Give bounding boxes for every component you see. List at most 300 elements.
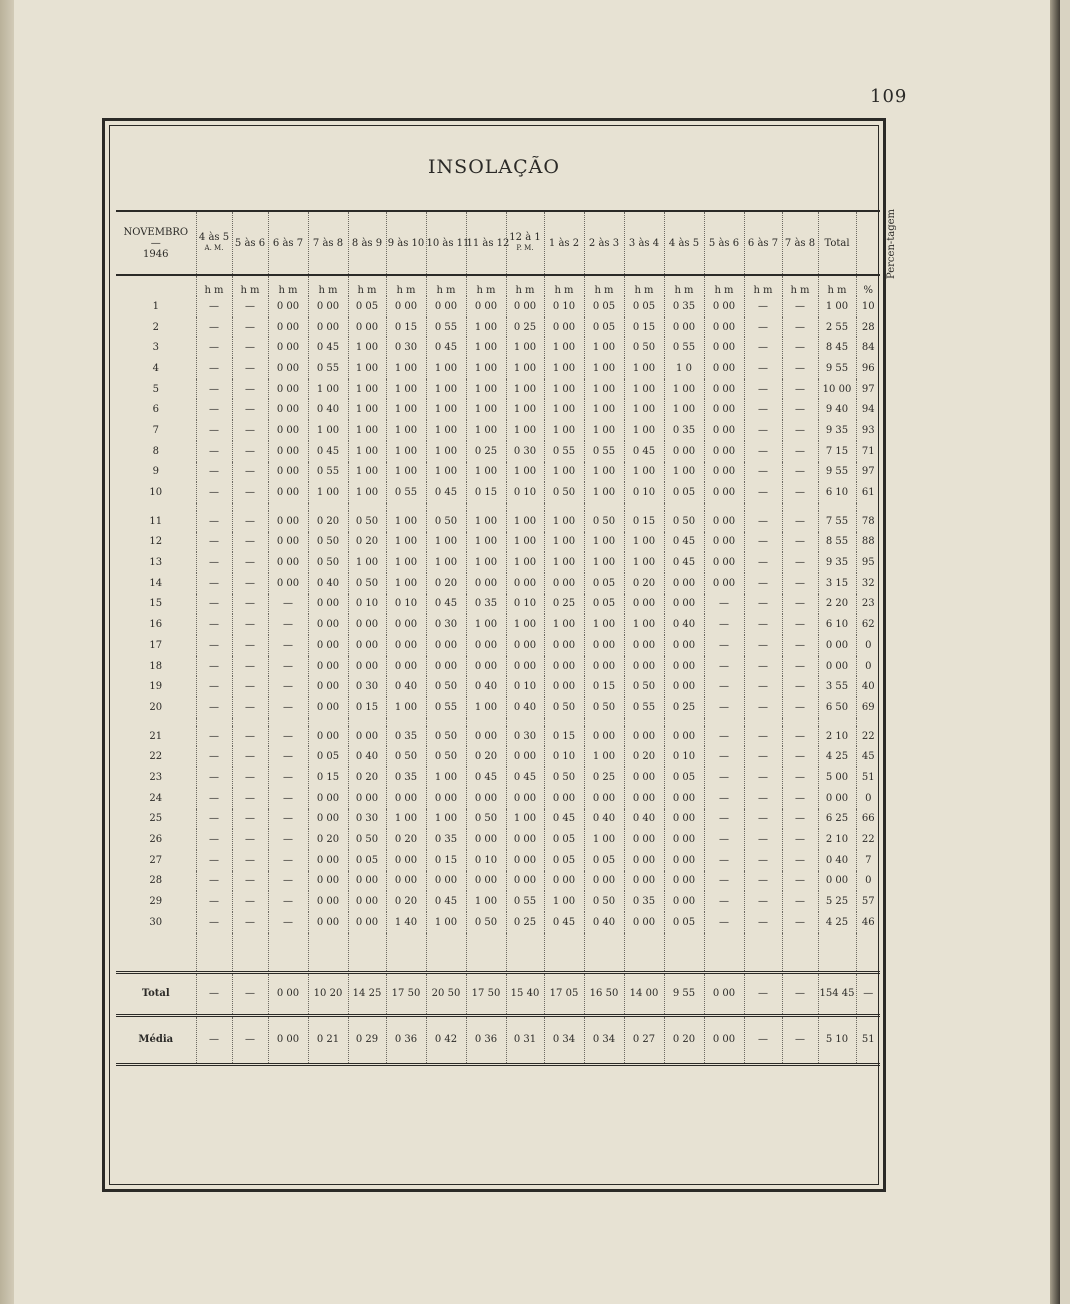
- value-cell: 1 00: [466, 891, 506, 912]
- value-cell: 1 00: [624, 532, 664, 553]
- unit-cell: h m: [818, 275, 856, 296]
- value-cell: 0 00: [704, 972, 744, 1015]
- unit-cell: h m: [386, 275, 426, 296]
- value-cell: —: [782, 462, 818, 483]
- value-cell: —: [744, 317, 782, 338]
- value-cell: 0 00: [308, 697, 348, 718]
- value-cell: 78: [856, 511, 880, 532]
- value-cell: 0 00: [348, 726, 386, 747]
- value-cell: 0 00: [818, 635, 856, 656]
- value-cell: 0 20: [426, 573, 466, 594]
- value-cell: —: [744, 379, 782, 400]
- value-cell: 0 00: [348, 788, 386, 809]
- value-cell: 0 00: [544, 573, 584, 594]
- value-cell: 0 00: [704, 379, 744, 400]
- spacer-cell: [232, 503, 268, 511]
- value-cell: 0 30: [506, 726, 544, 747]
- value-cell: 8 55: [818, 532, 856, 553]
- value-cell: 0 20: [348, 532, 386, 553]
- col-header-5: [386, 211, 426, 275]
- value-cell: 4 25: [818, 912, 856, 933]
- spacer-row: [116, 718, 880, 726]
- value-cell: 0 00: [308, 726, 348, 747]
- col-header-label: 6 às 7: [272, 237, 304, 249]
- col-header-label: 12 à 1: [509, 232, 541, 243]
- spacer-cell: [506, 933, 544, 973]
- value-cell: 0 00: [386, 656, 426, 677]
- value-cell: 1 00: [386, 552, 426, 573]
- value-cell: —: [196, 379, 232, 400]
- value-cell: 1 00: [584, 552, 624, 573]
- value-cell: 69: [856, 697, 880, 718]
- value-cell: 0 40: [386, 676, 426, 697]
- value-cell: 0 50: [308, 552, 348, 573]
- value-cell: —: [196, 850, 232, 871]
- table-row: [116, 358, 880, 379]
- table-row: [116, 829, 880, 850]
- value-cell: 0 45: [426, 594, 466, 615]
- value-cell: 1 00: [584, 399, 624, 420]
- value-cell: 1 00: [624, 399, 664, 420]
- value-cell: —: [268, 850, 308, 871]
- value-cell: 0 00: [386, 788, 426, 809]
- value-cell: —: [704, 912, 744, 933]
- value-cell: 0 05: [544, 829, 584, 850]
- value-cell: —: [744, 532, 782, 553]
- value-cell: 0 50: [426, 726, 466, 747]
- value-cell: 1 00: [466, 462, 506, 483]
- table-row: [116, 594, 880, 615]
- value-cell: 0 40: [584, 912, 624, 933]
- value-cell: 0 05: [308, 746, 348, 767]
- units-row: [116, 275, 880, 296]
- value-cell: 0 45: [544, 809, 584, 830]
- unit-cell: h m: [782, 275, 818, 296]
- value-cell: 0 00: [268, 462, 308, 483]
- spacer-cell: [544, 718, 584, 726]
- value-cell: —: [782, 972, 818, 1015]
- value-cell: 94: [856, 399, 880, 420]
- value-cell: —: [704, 746, 744, 767]
- value-cell: —: [744, 511, 782, 532]
- col-header-11: [624, 211, 664, 275]
- value-cell: —: [704, 891, 744, 912]
- value-cell: 14 00: [624, 972, 664, 1015]
- value-cell: 0 00: [308, 296, 348, 317]
- value-cell: 1 00: [348, 462, 386, 483]
- value-cell: —: [232, 891, 268, 912]
- value-cell: 1 00: [348, 441, 386, 462]
- value-cell: —: [704, 809, 744, 830]
- value-cell: 0: [856, 788, 880, 809]
- spacer-cell: [818, 933, 856, 973]
- value-cell: 0 35: [386, 767, 426, 788]
- table-row: [116, 441, 880, 462]
- value-cell: 0 00: [704, 462, 744, 483]
- value-cell: 0 00: [664, 809, 704, 830]
- month-label: NOVEMBRO: [123, 226, 189, 238]
- value-cell: 0 10: [348, 594, 386, 615]
- value-cell: 1 00: [818, 296, 856, 317]
- value-cell: 0: [856, 656, 880, 677]
- value-cell: —: [704, 726, 744, 747]
- value-cell: —: [232, 972, 268, 1015]
- day-cell: 22: [149, 751, 163, 763]
- value-cell: 0 00: [506, 746, 544, 767]
- col-header-label: 5 às 6: [708, 237, 740, 249]
- value-cell: 0 40: [506, 697, 544, 718]
- spacer-cell: [584, 933, 624, 973]
- value-cell: 9 55: [664, 972, 704, 1015]
- value-cell: 1 00: [386, 358, 426, 379]
- value-cell: 2 10: [818, 726, 856, 747]
- value-cell: 0 00: [704, 532, 744, 553]
- value-cell: —: [232, 676, 268, 697]
- value-cell: 0 15: [544, 726, 584, 747]
- table-row: [116, 317, 880, 338]
- value-cell: 0 00: [348, 614, 386, 635]
- value-cell: 0 00: [268, 552, 308, 573]
- value-cell: 22: [856, 726, 880, 747]
- spacer-cell: [544, 503, 584, 511]
- value-cell: 1 00: [386, 511, 426, 532]
- spacer-cell: [426, 503, 466, 511]
- value-cell: —: [744, 697, 782, 718]
- value-cell: 0 00: [466, 573, 506, 594]
- value-cell: 1 00: [308, 482, 348, 503]
- spacer-cell: [348, 933, 386, 973]
- value-cell: 3 55: [818, 676, 856, 697]
- value-cell: 1 00: [466, 614, 506, 635]
- value-cell: —: [196, 767, 232, 788]
- value-cell: 0 00: [664, 594, 704, 615]
- spacer-cell: [704, 503, 744, 511]
- value-cell: 0 40: [308, 573, 348, 594]
- value-cell: 6 25: [818, 809, 856, 830]
- value-cell: —: [782, 656, 818, 677]
- value-cell: 1 00: [386, 379, 426, 400]
- value-cell: 0 00: [308, 614, 348, 635]
- value-cell: 0 15: [584, 676, 624, 697]
- value-cell: 1 00: [426, 532, 466, 553]
- value-cell: 0 55: [544, 441, 584, 462]
- value-cell: 0 00: [308, 635, 348, 656]
- value-cell: —: [744, 871, 782, 892]
- value-cell: 1 00: [506, 379, 544, 400]
- value-cell: 0 25: [584, 767, 624, 788]
- value-cell: —: [232, 573, 268, 594]
- value-cell: 0 00: [506, 635, 544, 656]
- value-cell: 1 00: [466, 379, 506, 400]
- spacer-cell: [624, 718, 664, 726]
- col-header-10: [584, 211, 624, 275]
- value-cell: 1 00: [544, 614, 584, 635]
- value-cell: 1 00: [584, 358, 624, 379]
- spacer-cell: [664, 933, 704, 973]
- value-cell: 1 00: [308, 379, 348, 400]
- value-cell: 0 00: [664, 656, 704, 677]
- value-cell: 1 00: [506, 337, 544, 358]
- value-cell: 0 00: [268, 511, 308, 532]
- value-cell: 0 30: [348, 809, 386, 830]
- value-cell: 0 00: [818, 871, 856, 892]
- day-cell: 13: [149, 557, 163, 569]
- value-cell: —: [196, 552, 232, 573]
- value-cell: 28: [856, 317, 880, 338]
- value-cell: 10: [856, 296, 880, 317]
- spacer-cell: [348, 503, 386, 511]
- value-cell: 1 00: [624, 379, 664, 400]
- value-cell: —: [744, 482, 782, 503]
- col-header-label: 10 às 11: [426, 237, 470, 249]
- value-cell: 0 00: [426, 635, 466, 656]
- col-header-sub: P. M.: [516, 244, 534, 252]
- table-row: [116, 697, 880, 718]
- value-cell: 0 00: [308, 317, 348, 338]
- value-cell: —: [196, 462, 232, 483]
- value-cell: 6 10: [818, 614, 856, 635]
- day-cell: 12: [149, 536, 163, 548]
- value-cell: —: [196, 594, 232, 615]
- value-cell: 45: [856, 746, 880, 767]
- book-spine: [0, 0, 14, 1304]
- value-cell: —: [704, 850, 744, 871]
- value-cell: 0 05: [348, 296, 386, 317]
- spacer-cell: [704, 933, 744, 973]
- value-cell: 0 05: [584, 317, 624, 338]
- value-cell: —: [744, 676, 782, 697]
- day-cell: 11: [149, 515, 163, 527]
- header-row: [116, 211, 880, 275]
- spacer-cell: [196, 933, 232, 973]
- value-cell: —: [196, 1015, 232, 1064]
- day-cell: 15: [149, 598, 163, 610]
- value-cell: 0 55: [624, 697, 664, 718]
- value-cell: 1 00: [386, 697, 426, 718]
- unit-cell: h m: [584, 275, 624, 296]
- value-cell: 0 00: [268, 358, 308, 379]
- value-cell: 0 00: [268, 972, 308, 1015]
- value-cell: 0 00: [386, 296, 426, 317]
- value-cell: —: [782, 614, 818, 635]
- value-cell: —: [782, 697, 818, 718]
- spacer-cell: [856, 933, 880, 973]
- day-cell: 2: [152, 321, 159, 333]
- value-cell: 1 00: [584, 337, 624, 358]
- value-cell: 0 15: [624, 511, 664, 532]
- table-row: [116, 420, 880, 441]
- value-cell: 20 50: [426, 972, 466, 1015]
- value-cell: —: [744, 912, 782, 933]
- spacer-cell: [664, 718, 704, 726]
- value-cell: 0 45: [426, 337, 466, 358]
- day-cell: 6: [152, 404, 159, 416]
- value-cell: 5 25: [818, 891, 856, 912]
- table-row: [116, 746, 880, 767]
- value-cell: —: [782, 767, 818, 788]
- value-cell: 0 00: [426, 296, 466, 317]
- value-cell: 1 00: [664, 399, 704, 420]
- value-cell: 0 25: [664, 697, 704, 718]
- value-cell: 2 10: [818, 829, 856, 850]
- value-cell: 0 00: [664, 891, 704, 912]
- value-cell: —: [744, 788, 782, 809]
- value-cell: —: [782, 379, 818, 400]
- value-cell: 0 30: [426, 614, 466, 635]
- value-cell: —: [196, 511, 232, 532]
- value-cell: —: [704, 594, 744, 615]
- value-cell: 96: [856, 358, 880, 379]
- value-cell: 1 00: [664, 462, 704, 483]
- value-cell: —: [268, 726, 308, 747]
- value-cell: 9 55: [818, 358, 856, 379]
- value-cell: —: [268, 614, 308, 635]
- value-cell: —: [232, 809, 268, 830]
- value-cell: 1 00: [624, 358, 664, 379]
- value-cell: 0 00: [624, 788, 664, 809]
- value-cell: —: [196, 420, 232, 441]
- month-header: [116, 211, 196, 275]
- value-cell: —: [782, 850, 818, 871]
- value-cell: 1 00: [426, 767, 466, 788]
- value-cell: 1 00: [466, 532, 506, 553]
- spacer-cell: [348, 718, 386, 726]
- spacer-cell: [856, 718, 880, 726]
- value-cell: 84: [856, 337, 880, 358]
- table-body: [116, 296, 880, 1064]
- value-cell: —: [744, 594, 782, 615]
- table-row: [116, 532, 880, 553]
- value-cell: 0 00: [308, 656, 348, 677]
- value-cell: —: [268, 746, 308, 767]
- value-cell: —: [744, 614, 782, 635]
- value-cell: 1 00: [544, 891, 584, 912]
- day-cell: 14: [149, 577, 163, 589]
- value-cell: 2 55: [818, 317, 856, 338]
- spacer-cell: [308, 933, 348, 973]
- table-row: [116, 788, 880, 809]
- spacer-cell: [308, 718, 348, 726]
- value-cell: 0 00: [544, 676, 584, 697]
- value-cell: 0 00: [308, 809, 348, 830]
- value-cell: —: [196, 972, 232, 1015]
- value-cell: 1 00: [544, 399, 584, 420]
- value-cell: 51: [856, 1015, 880, 1064]
- value-cell: —: [856, 972, 880, 1015]
- value-cell: —: [232, 532, 268, 553]
- value-cell: 0 00: [704, 482, 744, 503]
- value-cell: 0 25: [506, 912, 544, 933]
- unit-cell: h m: [624, 275, 664, 296]
- value-cell: 10 00: [818, 379, 856, 400]
- value-cell: —: [782, 337, 818, 358]
- value-cell: —: [744, 399, 782, 420]
- value-cell: 1 00: [348, 420, 386, 441]
- col-header-label: 5 às 6: [234, 237, 266, 249]
- col-header-label: 6 às 7: [747, 237, 779, 249]
- value-cell: —: [744, 829, 782, 850]
- value-cell: —: [782, 317, 818, 338]
- value-cell: 0 00: [268, 379, 308, 400]
- value-cell: 0 00: [348, 891, 386, 912]
- value-cell: 0 00: [664, 317, 704, 338]
- value-cell: —: [196, 788, 232, 809]
- value-cell: —: [232, 379, 268, 400]
- unit-cell: h m: [232, 275, 268, 296]
- value-cell: —: [744, 635, 782, 656]
- value-cell: 0 00: [466, 829, 506, 850]
- value-cell: 40: [856, 676, 880, 697]
- value-cell: 0 00: [624, 829, 664, 850]
- value-cell: 0 45: [426, 482, 466, 503]
- value-cell: 0 00: [664, 635, 704, 656]
- value-cell: —: [232, 399, 268, 420]
- value-cell: 17 50: [386, 972, 426, 1015]
- value-cell: 0 34: [544, 1015, 584, 1064]
- unit-cell: h m: [308, 275, 348, 296]
- value-cell: —: [268, 697, 308, 718]
- value-cell: 5 10: [818, 1015, 856, 1064]
- value-cell: —: [196, 676, 232, 697]
- col-header-15: [782, 211, 818, 275]
- table-row: [116, 767, 880, 788]
- value-cell: —: [232, 746, 268, 767]
- day-cell: 26: [149, 834, 163, 846]
- value-cell: 0 00: [664, 676, 704, 697]
- spacer-cell: [704, 718, 744, 726]
- value-cell: 0 05: [544, 850, 584, 871]
- value-cell: 1 00: [584, 829, 624, 850]
- value-cell: 9 35: [818, 552, 856, 573]
- day-cell: 8: [152, 445, 159, 457]
- value-cell: 0 50: [584, 891, 624, 912]
- value-cell: 1 40: [386, 912, 426, 933]
- value-cell: 0 20: [624, 573, 664, 594]
- value-cell: —: [232, 635, 268, 656]
- value-cell: 0 35: [426, 829, 466, 850]
- value-cell: 0 00: [584, 726, 624, 747]
- value-cell: 0 50: [426, 676, 466, 697]
- value-cell: 0 00: [704, 552, 744, 573]
- table-row: [116, 482, 880, 503]
- table-row: [116, 511, 880, 532]
- value-cell: 0 00: [386, 635, 426, 656]
- value-cell: —: [782, 573, 818, 594]
- value-cell: 0 45: [426, 891, 466, 912]
- value-cell: 0 21: [308, 1015, 348, 1064]
- value-cell: 0 20: [308, 829, 348, 850]
- year-label: 1946: [143, 248, 169, 260]
- value-cell: 10 20: [308, 972, 348, 1015]
- value-cell: —: [744, 891, 782, 912]
- value-cell: —: [704, 788, 744, 809]
- value-cell: 0 00: [624, 594, 664, 615]
- value-cell: —: [782, 891, 818, 912]
- value-cell: 0 25: [506, 317, 544, 338]
- value-cell: 0 25: [544, 594, 584, 615]
- table-row: [116, 552, 880, 573]
- value-cell: —: [744, 420, 782, 441]
- value-cell: 0 00: [506, 871, 544, 892]
- value-cell: —: [268, 656, 308, 677]
- table-row: [116, 656, 880, 677]
- value-cell: 1 00: [506, 399, 544, 420]
- value-cell: —: [196, 726, 232, 747]
- value-cell: 1 00: [386, 809, 426, 830]
- value-cell: 0 50: [544, 697, 584, 718]
- value-cell: 0 55: [506, 891, 544, 912]
- value-cell: 1 00: [466, 358, 506, 379]
